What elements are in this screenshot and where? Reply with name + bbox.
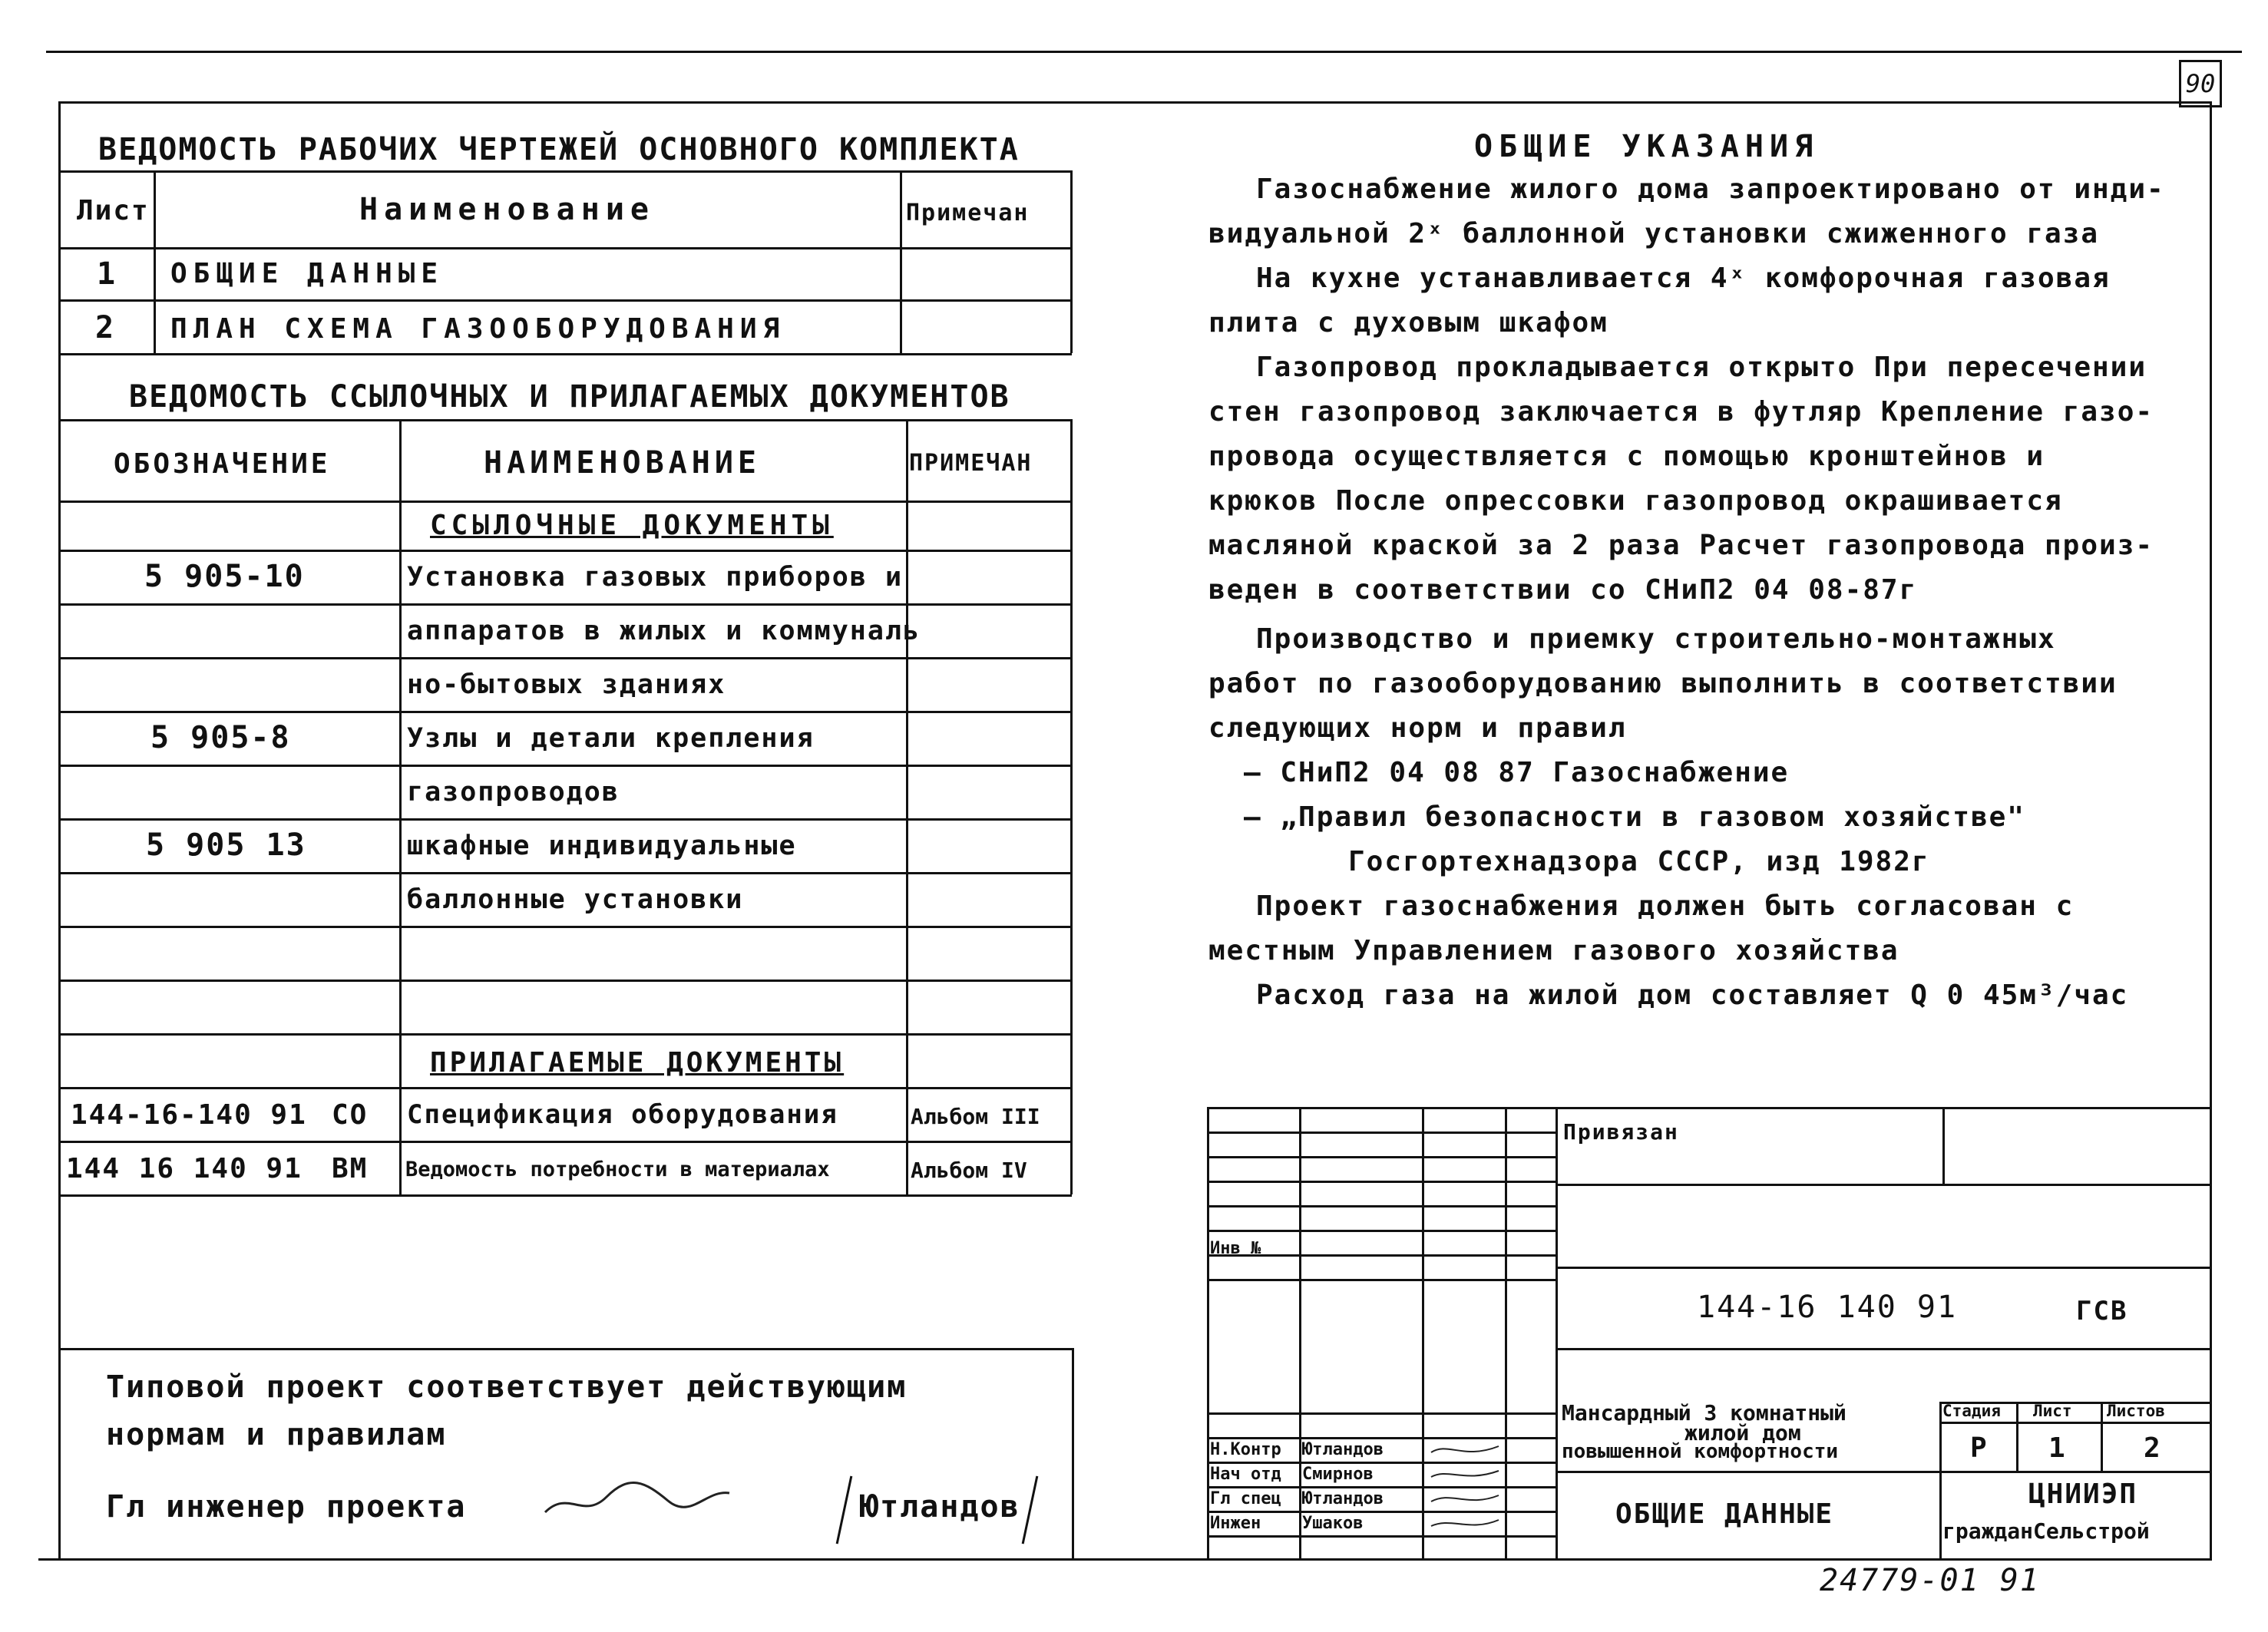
documents-header-note: ПРИМЕЧАН — [909, 450, 1033, 477]
note-line: Газоснабжение жилого дома запроектировано от инди- — [1256, 173, 2165, 205]
stamp-sheets-header: Листов — [2107, 1402, 2165, 1420]
documents-section-attached: ПРИЛАГАЕМЫЕ ДОКУМЕНТЫ — [430, 1047, 845, 1079]
stamp-name: Ютландов — [1302, 1489, 1384, 1508]
stamp-org-1: ЦНИИЭП — [2028, 1478, 2138, 1510]
drawings-row-sheet: 2 — [95, 310, 116, 345]
note-line: Газопровод прокладывается открыто При пересечении — [1256, 352, 2147, 383]
note-line: Госгортехнадзора СССР, изд 1982г — [1348, 846, 1930, 877]
stamp-org-2: гражданСельстрой — [1942, 1518, 2150, 1544]
documents-row-note: Альбом IV — [911, 1158, 1027, 1183]
note-line: На кухне устанавливается 4ˣ комфорочная газовая — [1256, 263, 2111, 294]
note-line: следующих норм и правил — [1208, 712, 1627, 744]
stamp-role: Гл спец — [1210, 1489, 1281, 1508]
documents-list-title: ВЕДОМОСТЬ ССЫЛОЧНЫХ И ПРИЛАГАЕМЫХ ДОКУМЕНТОВ — [129, 379, 1010, 415]
general-notes-title: ОБЩИЕ УКАЗАНИЯ — [1474, 129, 1820, 164]
drawings-list-title: ВЕДОМОСТЬ РАБОЧИХ ЧЕРТЕЖЕЙ ОСНОВНОГО КОМПЛЕКТА — [98, 132, 1020, 167]
documents-row-name: Узлы и детали крепления — [407, 723, 815, 754]
documents-row-note: Альбом III — [911, 1104, 1040, 1129]
frame-left — [58, 101, 61, 1560]
note-line: местным Управлением газового хозяйства — [1208, 935, 1899, 966]
stamp-name: Ушаков — [1302, 1514, 1364, 1533]
note-line: видуальной 2ˣ баллонной установки сжиженного газа — [1208, 218, 2100, 249]
documents-row-name: Ведомость потребности в материалах — [405, 1158, 830, 1181]
stamp-code: 144-16 140 91 — [1697, 1290, 1958, 1325]
note-line: Проект газоснабжения должен быть согласован с — [1256, 890, 2075, 922]
frame-right — [2210, 101, 2212, 1560]
stamp-title-2: жилой дом — [1684, 1420, 1801, 1445]
documents-row-code2: СО — [332, 1099, 369, 1131]
note-line: работ по газооборудованию выполнить в соответствии — [1208, 668, 2118, 699]
note-line: масляной краской за 2 раза Расчет газопровода произ- — [1208, 530, 2154, 561]
documents-section-ref: ССЫЛОЧНЫЕ ДОКУМЕНТЫ — [430, 510, 834, 541]
stamp-role: Н.Контр — [1210, 1440, 1281, 1459]
compliance-box-right — [1072, 1348, 1074, 1560]
compliance-box-top — [58, 1348, 1073, 1350]
name-bracket-right — [1022, 1476, 1039, 1544]
note-line: Производство и приемку строительно-монтажных — [1256, 623, 2056, 655]
sheet-number: 90 — [2179, 60, 2222, 107]
stamp-name: Смирнов — [1302, 1465, 1374, 1484]
documents-row-name: но-бытовых зданиях — [407, 669, 726, 700]
documents-row-code: 5 905 13 — [146, 828, 306, 863]
stamp-mark: ГСВ — [2076, 1296, 2128, 1326]
documents-header-name: НАИМЕНОВАНИЕ — [484, 445, 761, 481]
note-line: веден в соответствии со СНиП2 04 08-87г — [1208, 574, 1918, 606]
stamp-stage-header: Стадия — [1942, 1402, 2001, 1420]
documents-row-code: 144-16-140 91 — [71, 1099, 307, 1131]
drawings-row-sheet: 1 — [97, 256, 117, 292]
note-line: – СНиП2 04 08 87 Газоснабжение — [1244, 757, 1790, 788]
top-border — [46, 51, 2242, 53]
chief-engineer-role: Гл инженер проекта — [106, 1489, 467, 1525]
stamp-inv: Инв № — [1210, 1239, 1261, 1258]
stamp-signatures — [1425, 1437, 1505, 1537]
note-line: стен газопровод заключается в футляр Крепление газо- — [1208, 396, 2154, 428]
compliance-line-2: нормам и правилам — [106, 1417, 447, 1452]
documents-row-name: баллонные установки — [407, 884, 744, 915]
stamp-name: Ютландов — [1302, 1440, 1384, 1459]
drawings-row-name: ОБЩИЕ ДАННЫЕ — [170, 258, 445, 289]
stamp-sheet-header: Лист — [2033, 1402, 2072, 1420]
stamp-sheet: 1 — [2048, 1432, 2067, 1464]
documents-row-code: 144 16 140 91 — [66, 1153, 303, 1184]
note-line: крюков После опрессовки газопровод окрашивается — [1208, 485, 2063, 517]
stamp-tied: Привязан — [1563, 1119, 1679, 1145]
documents-row-code: 5 905-10 — [144, 559, 305, 594]
drawings-header-note: Примечан — [906, 200, 1030, 226]
documents-row-name: Установка газовых приборов и — [407, 562, 904, 593]
documents-row-code: 5 905-8 — [150, 720, 291, 755]
drawings-header-sheet: Лист — [77, 195, 150, 226]
archive-number: 24779-01 91 — [1820, 1563, 2040, 1598]
note-line: – „Правил безопасности в газовом хозяйстве" — [1244, 801, 2025, 833]
stamp-title-1: Мансардный 3 комнатный — [1562, 1400, 1846, 1426]
documents-row-code2: ВМ — [332, 1153, 369, 1184]
note-line: Расход газа на жилой дом составляет Q 0 45м³/час — [1256, 980, 2129, 1011]
compliance-line-1: Типовой проект соответствует действующим — [106, 1369, 908, 1405]
drawings-header-name: Наименование — [359, 192, 655, 227]
stamp-title-3: повышенной комфортности — [1562, 1440, 1839, 1463]
note-line: провода осуществляется с помощью кронштейнов и — [1208, 441, 2045, 472]
stamp-sheet-title: ОБЩИЕ ДАННЫЕ — [1615, 1498, 1834, 1530]
documents-row-name: Спецификация оборудования — [407, 1099, 838, 1130]
stamp-role: Нач отд — [1210, 1465, 1281, 1484]
stamp-sheets: 2 — [2144, 1432, 2162, 1464]
documents-row-name: шкафные индивидуальные — [407, 831, 797, 861]
frame-bottom — [38, 1558, 2212, 1561]
chief-engineer-name: Ютландов — [860, 1489, 1020, 1525]
chief-engineer-signature — [537, 1466, 737, 1528]
drawings-row-name: ПЛАН СХЕМА ГАЗООБОРУДОВАНИЯ — [170, 313, 786, 345]
note-line: плита с духовым шкафом — [1208, 307, 1608, 339]
documents-row-name: аппаратов в жилых и коммуналь — [407, 616, 921, 646]
documents-row-name: газопроводов — [407, 777, 620, 808]
name-bracket-left — [836, 1476, 853, 1544]
documents-header-code: ОБОЗНАЧЕНИЕ — [114, 448, 331, 480]
stamp-role: Инжен — [1210, 1514, 1261, 1533]
stamp-stage: Р — [1970, 1432, 1989, 1464]
frame-top — [58, 101, 2212, 104]
